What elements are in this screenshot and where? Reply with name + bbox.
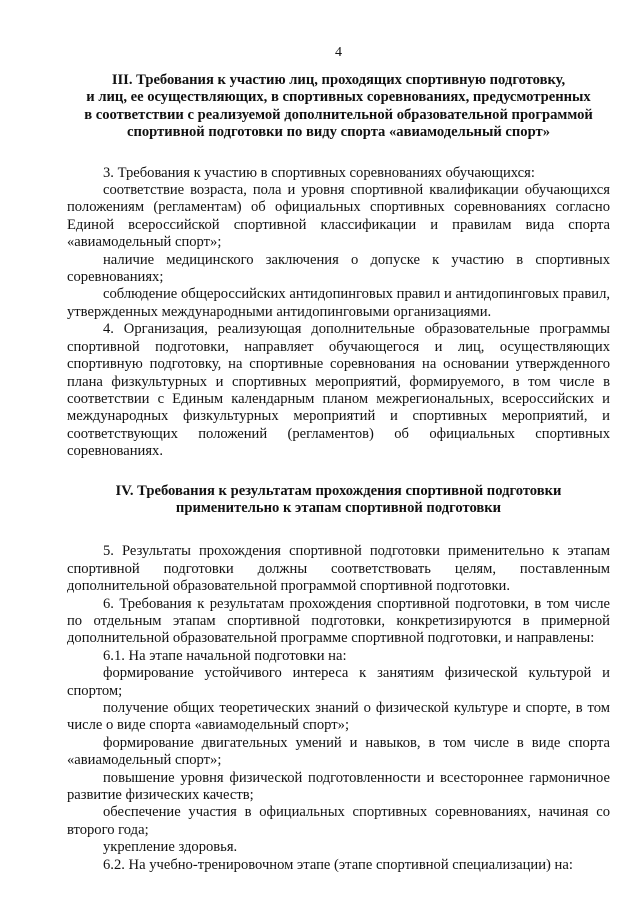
section-3-heading-line: III. Требования к участию лиц, проходящих спортивную подготовку,: [111, 72, 566, 88]
paragraph-6: 6. Требования к результатам прохождения спортивной подготовки, в том числе по отдельным этапам спортивной подготовки, конкретизируются в примерной дополнительной образовательной программе спортивной подготовки, и направлены:: [67, 595, 610, 647]
paragraph-5: 5. Результаты прохождения спортивной подготовки применительно к этапам спортивной подготовки должны соответствовать целям, поставленным дополнительной образовательной программой спортивной подготовки.: [67, 543, 610, 595]
paragraph-3-item-medical: наличие медицинского заключения о допуске к участию в спортивных соревнованиях;: [67, 251, 610, 286]
section-3-heading: [67, 72, 610, 142]
list-item-interest: формирование устойчивого интереса к занятиям физической культурой и спортом;: [67, 665, 610, 699]
section-3-heading-line: в соответствии с реализуемой дополнительной образовательной программой: [84, 106, 593, 123]
paragraph-3-item-age: соответствие возраста, пола и уровня спортивной квалификации обучающихся положениям (регламентам) об официальных спортивных соревнованиях согласно Единой всероссийской спортивной классификации и правилам вида спорта «авиамодельный спорт»;: [67, 182, 610, 251]
list-item-fitness: повышение уровня физической подготовленности и всестороннее гармоничное развитие физических качеств;: [67, 769, 610, 804]
section-4-heading-line: применительно к этапам спортивной подготовки: [175, 499, 502, 516]
section-4-heading: [67, 483, 610, 518]
page-number: 4: [335, 45, 342, 60]
paragraph-3-item-antidoping: соблюдение общероссийских антидопинговых правил и антидопинговых правил, утвержденных международными антидопинговыми организациями.: [67, 286, 610, 320]
paragraph-6-2: 6.2. На учебно-тренировочном этапе (этапе спортивной специализации) на:: [103, 856, 573, 873]
list-item-motor-skills: формирование двигательных умений и навыков, в том числе в виде спорта «авиамодельный спорт»;: [67, 734, 610, 769]
paragraph-6-1: 6.1. На этапе начальной подготовки на:: [103, 647, 347, 664]
list-item-knowledge: получение общих теоретических знаний о физической культуре и спорте, в том числе о виде спорта «авиамодельный спорт»;: [67, 700, 610, 734]
list-item-competitions: обеспечение участия в официальных спортивных соревнованиях, начиная со второго года;: [67, 804, 610, 838]
paragraph-4: 4. Организация, реализующая дополнительные образовательные программы спортивной подготовки, направляет обучающегося и лиц, осуществляющих спортивную подготовку, на спортивные соревнования на основании утвержденного плана физкультурных и спортивных мероприятий, формируемого, в том числе в соответствии с Единым календарным планом межрегиональных, всероссийских и международных физкультурных мероприятий и спортивных мероприятий, и соответствующих положений (регламентов) об официальных спортивных соревнованиях.: [67, 321, 610, 460]
paragraph-3: 3. Требования к участию в спортивных соревнованиях обучающихся:: [103, 164, 535, 181]
list-item-health: укрепление здоровья.: [103, 839, 238, 856]
section-4-heading-line: IV. Требования к результатам прохождения спортивной подготовки: [115, 482, 562, 499]
section-3-heading-line: и лиц, ее осуществляющих, в спортивных соревнованиях, предусмотренных: [86, 89, 591, 106]
section-3-heading-line: спортивной подготовки по виду спорта «авиамодельный спорт»: [127, 124, 550, 141]
